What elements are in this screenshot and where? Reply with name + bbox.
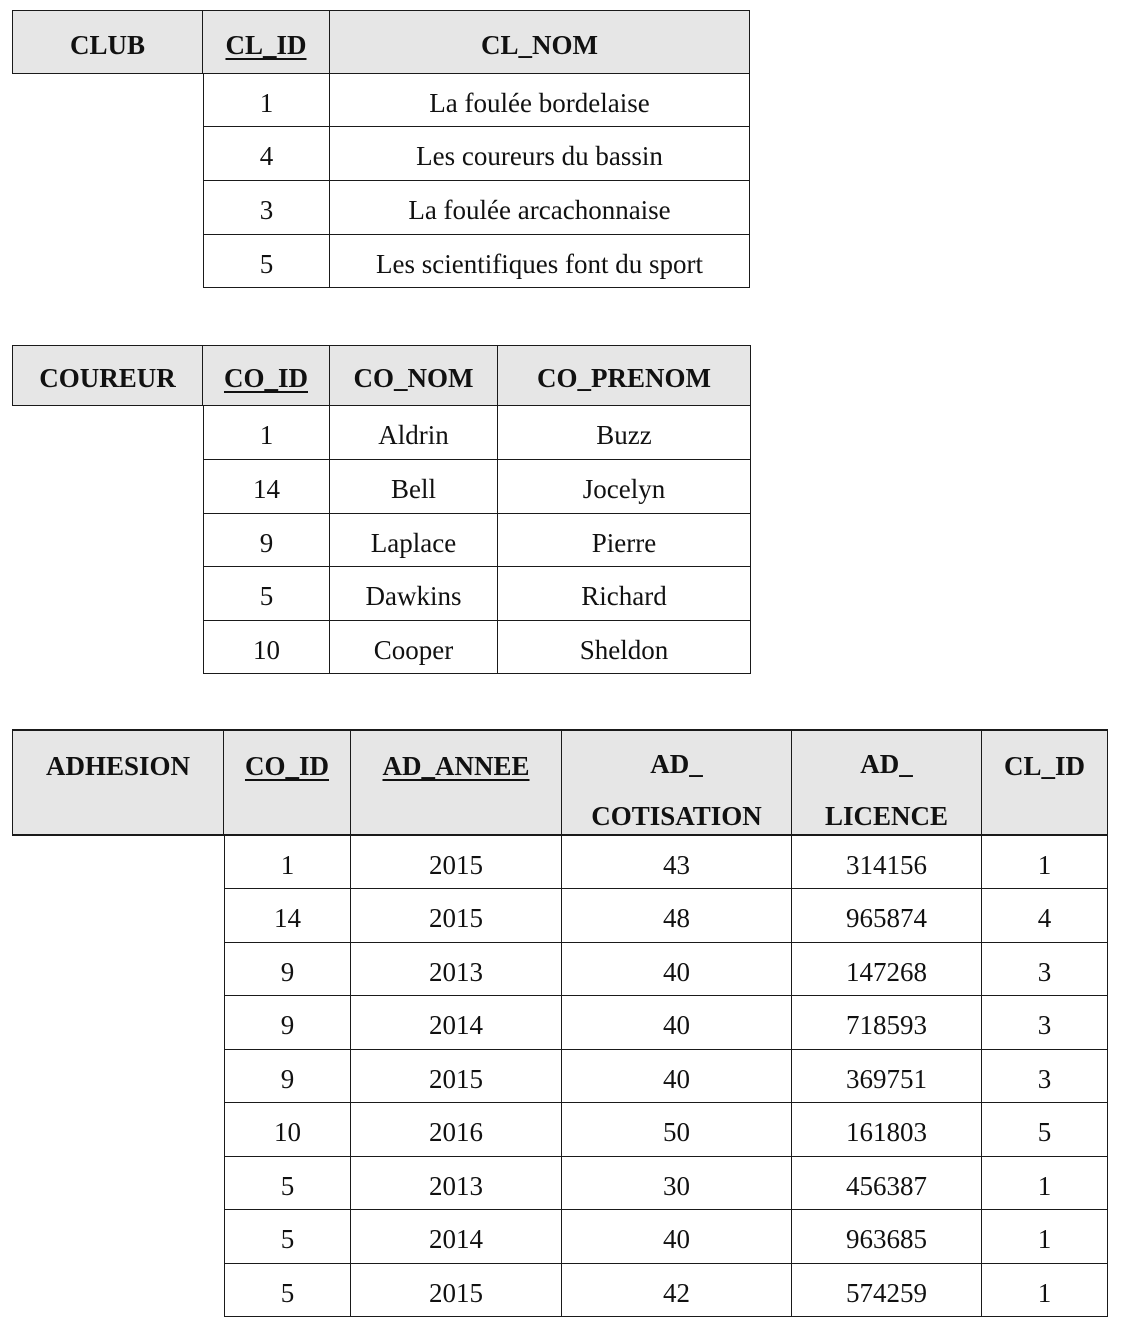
table-cell: 1 [203,406,330,460]
table-cell: Bell [330,460,498,514]
table-cell: 9 [224,943,351,996]
table-cell: 9 [224,996,351,1050]
table-cell: Aldrin [330,406,498,460]
table-cell: 574259 [792,1264,982,1317]
header-line: AD_ [860,749,913,779]
table-cell: 43 [562,836,792,889]
table-cell: 5 [224,1264,351,1317]
table-cell: 314156 [792,836,982,889]
spacer [12,996,224,1050]
table-cell: 40 [562,1050,792,1103]
table-cell: Les scientifiques font du sport [330,235,750,288]
column-header-cl-id [203,10,330,74]
spacer [12,1264,224,1317]
header-line: COTISATION [591,801,762,831]
table-cell: 2015 [351,1264,562,1317]
table-cell: 10 [203,621,330,674]
table-cell: 456387 [792,1157,982,1210]
spacer [12,74,203,127]
spacer [12,567,203,621]
table-cell: 1 [203,74,330,127]
spacer [12,621,203,674]
column-header-cl-nom: CL_NOM [330,10,750,74]
table-cell: La foulée arcachonnaise [330,181,750,235]
spacer [12,181,203,235]
column-header-cl-id: CL_ID [982,729,1108,836]
column-header-co-nom: CO_NOM [330,345,498,406]
column-header-co-id [224,729,351,836]
spacer [12,943,224,996]
table-cell: 4 [203,127,330,181]
table-cell: 30 [562,1157,792,1210]
spacer [12,1103,224,1157]
spacer [12,460,203,514]
table-cell: 1 [224,836,351,889]
table-cell: 40 [562,943,792,996]
table-cell: 2013 [351,1157,562,1210]
column-header-co-prenom: CO_PRENOM [498,345,751,406]
table-cell: 40 [562,996,792,1050]
table-cell: 965874 [792,889,982,943]
table-cell: 48 [562,889,792,943]
table-cell: 5 [224,1157,351,1210]
table-cell: 5 [203,567,330,621]
table-cell: Sheldon [498,621,751,674]
table-cell: 14 [224,889,351,943]
table-cell: 161803 [792,1103,982,1157]
table-cell: La foulée bordelaise [330,74,750,127]
table-cell: 3 [982,943,1108,996]
primary-key-label: CL_ID [225,29,307,60]
table-cell: 2013 [351,943,562,996]
table-cell: Les coureurs du bassin [330,127,750,181]
table-cell: 963685 [792,1210,982,1264]
spacer [12,127,203,181]
table-cell: 1 [982,836,1108,889]
spacer [12,836,224,889]
table-cell: 1 [982,1210,1108,1264]
header-line: AD_ [650,749,703,779]
spacer [12,514,203,567]
column-header-ad-licence [792,729,982,836]
table-cell: 1 [982,1157,1108,1210]
table-cell: 2016 [351,1103,562,1157]
table-cell: 369751 [792,1050,982,1103]
primary-key-label: CO_ID [223,363,308,393]
table-cell: 3 [982,1050,1108,1103]
table-cell: 14 [203,460,330,514]
table-cell: 5 [203,235,330,288]
column-header-ad-cotisation [562,729,792,836]
table-cell: 5 [982,1103,1108,1157]
primary-key-label: CO_ID [244,751,329,781]
spacer [12,1050,224,1103]
table-cell: 147268 [792,943,982,996]
adhesion-table [12,729,1108,1317]
table-cell: 2015 [351,836,562,889]
column-header-ad-annee [351,729,562,836]
table-cell: 10 [224,1103,351,1157]
table-cell: Laplace [330,514,498,567]
spacer [12,1157,224,1210]
header-line: LICENCE [824,801,949,831]
table-cell: 40 [562,1210,792,1264]
table-cell: 9 [203,514,330,567]
table-cell: 1 [982,1264,1108,1317]
table-cell: Pierre [498,514,751,567]
table-cell: 2015 [351,1050,562,1103]
spacer [12,406,203,460]
table-cell: 9 [224,1050,351,1103]
table-cell: Cooper [330,621,498,674]
table-cell: 2014 [351,1210,562,1264]
coureur-table [12,345,751,674]
table-cell: 42 [562,1264,792,1317]
spacer [12,1210,224,1264]
table-name-club: CLUB [12,10,203,74]
table-cell: 718593 [792,996,982,1050]
table-cell: Richard [498,567,751,621]
table-cell: 2014 [351,996,562,1050]
column-header-co-id [203,345,330,406]
spacer [12,235,203,288]
table-name-adhesion: ADHESION [12,729,224,836]
table-cell: 50 [562,1103,792,1157]
table-cell: 3 [203,181,330,235]
table-cell: Buzz [498,406,751,460]
primary-key-label: AD_ANNEE [382,751,530,781]
table-cell: 5 [224,1210,351,1264]
table-cell: Dawkins [330,567,498,621]
table-cell: 4 [982,889,1108,943]
club-table [12,10,750,288]
table-cell: Jocelyn [498,460,751,514]
table-cell: 3 [982,996,1108,1050]
table-cell: 2015 [351,889,562,943]
table-name-coureur: COUREUR [12,345,203,406]
spacer [12,889,224,943]
